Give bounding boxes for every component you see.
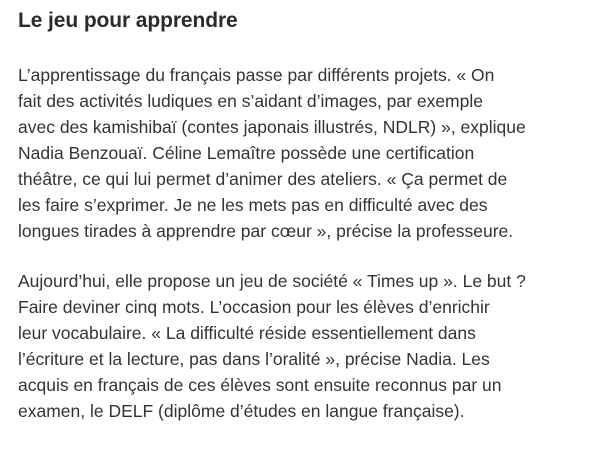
text-line: longues tirades à apprendre par cœur », précise la professeure. — [18, 221, 514, 241]
text-line: acquis en français de ces élèves sont ensuite reconnus par un — [18, 375, 502, 395]
text-line: l’écriture et la lecture, pas dans l’oralité », précise Nadia. Les — [18, 349, 490, 369]
text-line: avec des kamishibaï (contes japonais illustrés, NDLR) », explique — [18, 117, 526, 137]
text-line: fait des activités ludiques en s’aidant d’images, par exemple — [18, 91, 483, 111]
article-body — [18, 4, 606, 424]
text-line: examen, le DELF (diplôme d’études en langue française). — [18, 401, 465, 421]
text-line: les faire s’exprimer. Je ne les mets pas en difficulté avec des — [18, 195, 488, 215]
text-line: Aujourd’hui, elle propose un jeu de société « Times up ». Le but ? — [18, 271, 526, 291]
text-line: L’apprentissage du français passe par différents projets. « On — [18, 65, 495, 85]
paragraph-2 — [18, 268, 606, 424]
text-line: Nadia Benzouaï. Céline Lemaître possède une certification — [18, 143, 475, 163]
section-heading: Le jeu pour apprendre — [18, 9, 238, 32]
text-line: théâtre, ce qui lui permet d’animer des ateliers. « Ça permet de — [18, 169, 508, 189]
text-line: Faire deviner cinq mots. L’occasion pour les élèves d’enrichir — [18, 297, 490, 317]
paragraph-1 — [18, 62, 606, 244]
text-line: leur vocabulaire. « La difficulté réside essentiellement dans — [18, 323, 476, 343]
